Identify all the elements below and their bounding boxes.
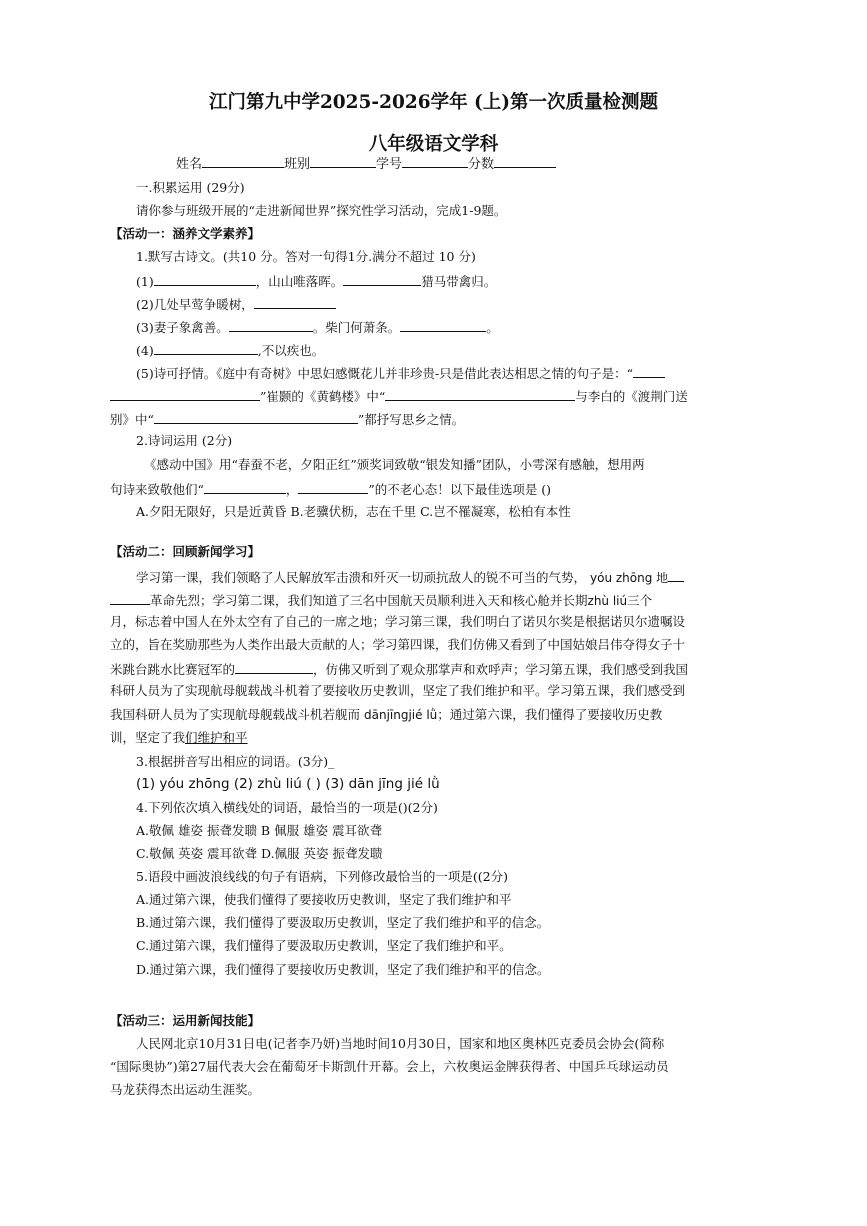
q1-2-blank[interactable] bbox=[254, 295, 336, 309]
q2-options: A.夕阳无限好，只是近黄昏 B.老骥伏枥，志在千里 C.岂不罹凝寒，松柏有本性 bbox=[136, 504, 571, 519]
a2-para-line5: 米跳台跳水比赛冠军的 ，仿佛又听到了观众那掌声和欢呼声；学习第五课，我们感受到我国 bbox=[110, 662, 689, 677]
name-blank[interactable] bbox=[202, 154, 284, 168]
a2-para-line7: 我国科研人员为了实现航母舰载战斗机若舰而 dānjīngjié lǜ；通过第六课，我们懂得了要接收历史教 bbox=[110, 707, 663, 722]
q1-line4: (4) ,不以疾也。 bbox=[136, 343, 325, 358]
q5-option-a: A.通过第六课，使我们懂得了要接收历史教训，坚定了我们维护和平 bbox=[136, 892, 512, 907]
q1-line1: (1) ，山山唯落晖。 猎马带禽归。 bbox=[136, 274, 497, 289]
activity2-heading: 【活动二：回顾新闻学习】 bbox=[110, 544, 261, 559]
a2-para-line8: 训，坚定了我们维护和平 bbox=[110, 730, 248, 745]
q1-1-blank-a[interactable] bbox=[154, 272, 256, 286]
q2-blank-b[interactable] bbox=[298, 480, 368, 494]
a2-blank-1a[interactable] bbox=[668, 568, 684, 582]
q3-items: (1) yóu zhōng (2) zhù liú ( ) (3) dān jīng jié lǜ bbox=[136, 776, 440, 792]
q2-text-2: 句诗来致敬他们“ ， ”的不老心态！以下最佳选项是 () bbox=[110, 482, 552, 497]
q1-3-blank-b[interactable] bbox=[400, 318, 486, 332]
q1-prompt: 1.默写古诗文。(共10 分。答对一句得1分.满分不超过 10 分) bbox=[136, 249, 476, 264]
score-blank[interactable] bbox=[494, 154, 556, 168]
a2-blank-1b[interactable] bbox=[110, 591, 150, 605]
q5-option-d: D.通过第六课，我们懂得了要接收历史教训，坚定了我们维护和平的信念。 bbox=[136, 962, 550, 977]
q1-3-blank-a[interactable] bbox=[229, 318, 313, 332]
q4-prompt: 4.下列依次填入横线处的词语，最恰当的一项是()(2分) bbox=[136, 800, 438, 815]
name-label: 姓名 bbox=[176, 157, 203, 172]
activity1-heading: 【活动一：涵养文学素养】 bbox=[110, 226, 261, 241]
a2-para-line2: 革命先烈；学习第二课，我们知道了三名中国航天员顺利进入天和核心舱并长期zhù liú三个 bbox=[110, 591, 652, 609]
id-blank[interactable] bbox=[402, 154, 468, 168]
q2-prompt: 2.诗词运用 (2分) bbox=[136, 433, 233, 448]
student-info-row bbox=[176, 154, 556, 173]
q1-1-blank-b[interactable] bbox=[343, 272, 421, 286]
q4-options-ab: A.敬佩 雄姿 振聋发聩 B 佩服 雄姿 震耳欲聋 bbox=[136, 823, 383, 838]
activity3-heading: 【活动三：运用新闻技能】 bbox=[110, 1013, 261, 1028]
exam-title: 江门第九中学2025-2026学年 (上)第一次质量检测题 bbox=[208, 92, 659, 113]
q1-5-blank-c[interactable] bbox=[154, 410, 358, 424]
score-label: 分数 bbox=[468, 157, 495, 172]
q1-5-blank-a1[interactable] bbox=[633, 364, 665, 378]
q1-line5: (5)诗可抒情。《庭中有奇树》中思妇感慨花儿并非珍贵-只是借此表达相思之情的句子是：“ bbox=[136, 364, 665, 382]
q1-line2: (2)几处早莺争暖树， bbox=[136, 295, 336, 313]
section1-intro: 请你参与班级开展的“走进新闻世界”探究性学习活动，完成1-9题。 bbox=[136, 203, 507, 218]
q4-options-cd: C.敬佩 英姿 震耳欲聋 D.佩服 英姿 振聋发聩 bbox=[136, 846, 383, 861]
q1-line5-end: 别》中“ ”都抒写思乡之情。 bbox=[110, 412, 465, 427]
a2-para-line4: 立的，旨在奖励那些为人类作出最大贡献的人；学习第四课，我们仿佛又看到了中国姑娘吕伟夺得女子十 bbox=[110, 637, 686, 652]
q1-line5-cont: ”崔颢的《黄鹤楼》中“ 与李白的《渡荆门送 bbox=[110, 387, 688, 405]
a2-para-line6: 科研人员为了实现航母舰载战斗机着了要接收历史教训，坚定了我们维护和平。学习第五课，我们感受到 bbox=[110, 683, 686, 698]
a3-para-line1: 人民网北京10月31日电(记者李乃妍)当地时间10月30日，国家和地区奥林匹克委员会协会(简称 bbox=[136, 1036, 665, 1051]
section1-heading: 一.积累运用 (29分) bbox=[136, 180, 245, 195]
a2-blank-5[interactable] bbox=[235, 660, 313, 674]
q2-text-1: 《感动中国》用“春蚕不老，夕阳正红”颁奖词致敬“银发知播”团队，小雩深有感触，想用两 bbox=[144, 457, 645, 472]
class-label: 班别 bbox=[284, 157, 311, 172]
q5-option-b: B.通过第六课，我们懂得了要汲取历史教训，坚定了我们维护和平的信念。 bbox=[136, 915, 550, 930]
q1-4-blank[interactable] bbox=[154, 341, 258, 355]
q1-5-blank-a2[interactable] bbox=[110, 387, 260, 401]
exam-subtitle: 八年级语文学科 bbox=[368, 134, 499, 155]
a2-para-line3: 月，标志着中国人在外太空有了自己的一席之地；学习第三课，我们明白了诺贝尔奖是根据诺贝尔遗嘱设 bbox=[110, 614, 686, 629]
class-blank[interactable] bbox=[310, 154, 376, 168]
id-label: 学号 bbox=[376, 157, 403, 172]
q1-5-blank-b[interactable] bbox=[385, 387, 575, 401]
q5-prompt: 5.语段中画波浪线线的句子有语病，下列修改最恰当的一项是((2分) bbox=[136, 869, 509, 884]
a3-para-line3: 马龙获得杰出运动生涯奖。 bbox=[110, 1082, 261, 1097]
wavy-underlined-text: 们维护和平 bbox=[185, 730, 248, 745]
q5-option-c: C.通过第六课，我们懂得了要汲取历史教训，坚定了我们维护和平。 bbox=[136, 938, 512, 953]
a3-para-line2: “国际奥协”)第27届代表大会在葡萄牙卡斯凯什开幕。会上，六枚奥运金牌获得者、中国乒乓球运动员 bbox=[110, 1059, 669, 1074]
q1-line3: (3)妻子象禽善。 。柴门何萧条。 。 bbox=[136, 320, 499, 335]
q2-blank-a[interactable] bbox=[204, 480, 286, 494]
a2-para-line1: 学习第一课，我们领略了人民解放军击溃和歼灭一切顽抗敌人的锐不可当的气势， yóu zhōng 地 bbox=[136, 568, 684, 586]
q3-prompt: 3.根据拼音写出相应的词语。(3分)_ bbox=[136, 754, 335, 769]
